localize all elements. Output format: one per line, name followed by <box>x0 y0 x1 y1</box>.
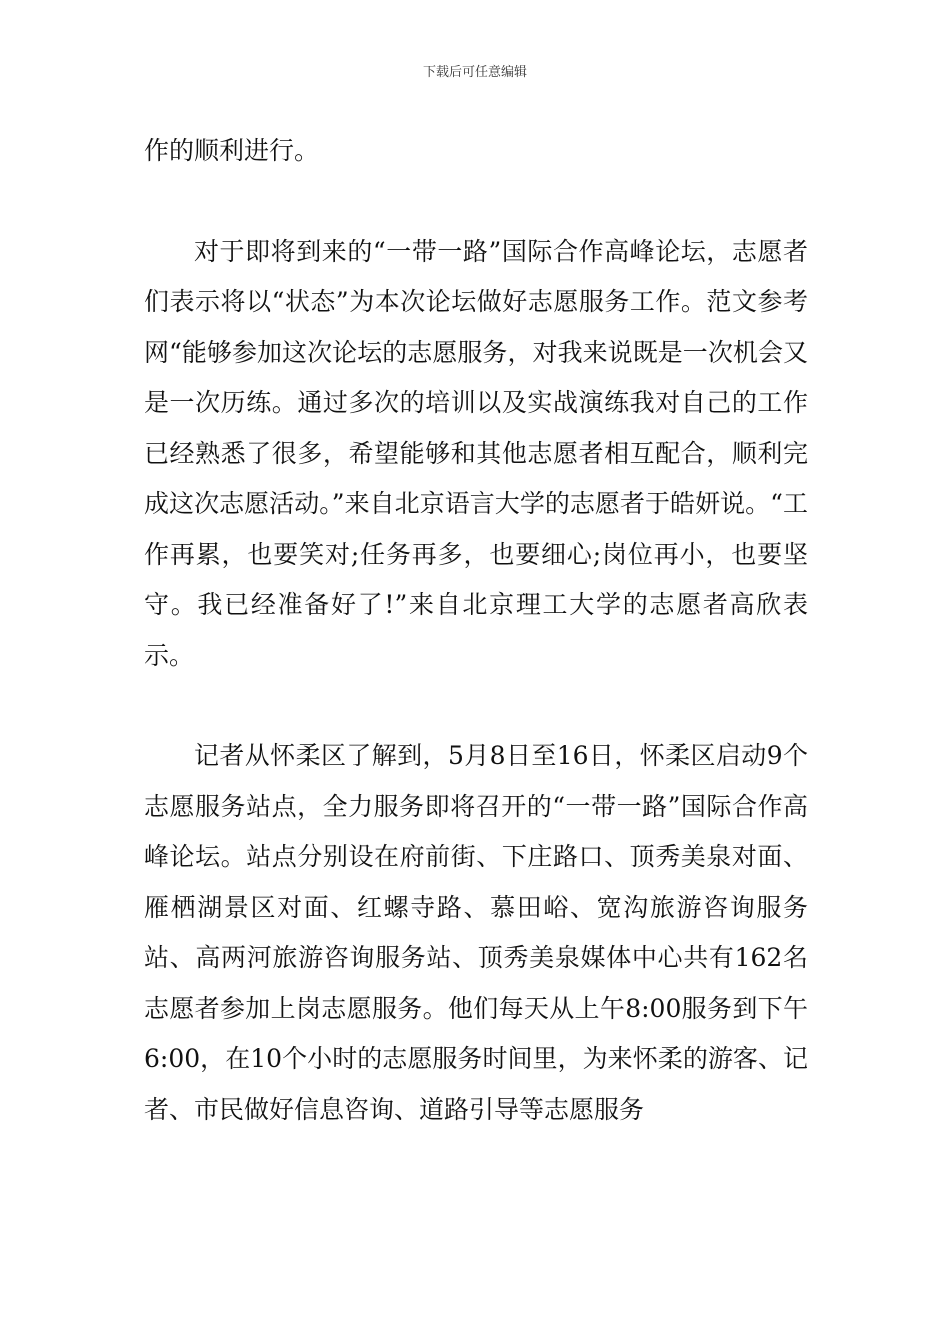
page-header-note: 下载后可任意编辑 <box>422 65 527 80</box>
document-body <box>144 126 808 1135</box>
paragraph-huairou-stations: 记者从怀柔区了解到，5月8日至16日，怀柔区启动9个志愿服务站点，全力服务即将召开的“一带一路”国际合作高峰论坛。站点分别设在府前街、下庄路口、顶秀美泉对面、雁栖湖景区对面、红螺寺路、慕田峪、宽沟旅游咨询服务站、高两河旅游咨询服务站、顶秀美泉媒体中心共有162名志愿者参加上岗志愿服务。他们每天从上午8:00服务到下午6:00，在10个小时的志愿服务时间里，为来怀柔的游客、记者、市民做好信息咨询、道路引导等志愿服务 <box>144 741 808 1124</box>
paragraph-volunteers-forum: 对于即将到来的“一带一路”国际合作高峰论坛，志愿者们表示将以“状态”为本次论坛做好志愿服务工作。范文参考网“能够参加这次论坛的志愿服务，对我来说既是一次机会又是一次历练。通过多次的培训以及实战演练我对自己的工作已经熟悉了很多，希望能够和其他志愿者相互配合，顺利完成这次志愿活动。”来自北京语言大学的志愿者于皓妍说。“工作再累，也要笑对;任务再多，也要细心;岗位再小，也要坚守。我已经准备好了!”来自北京理工大学的志愿者高欣表示。 <box>144 236 808 670</box>
paragraph-gap <box>144 177 808 227</box>
paragraph-continuation: 作的顺利进行。 <box>144 136 320 165</box>
paragraph-gap <box>144 681 808 731</box>
